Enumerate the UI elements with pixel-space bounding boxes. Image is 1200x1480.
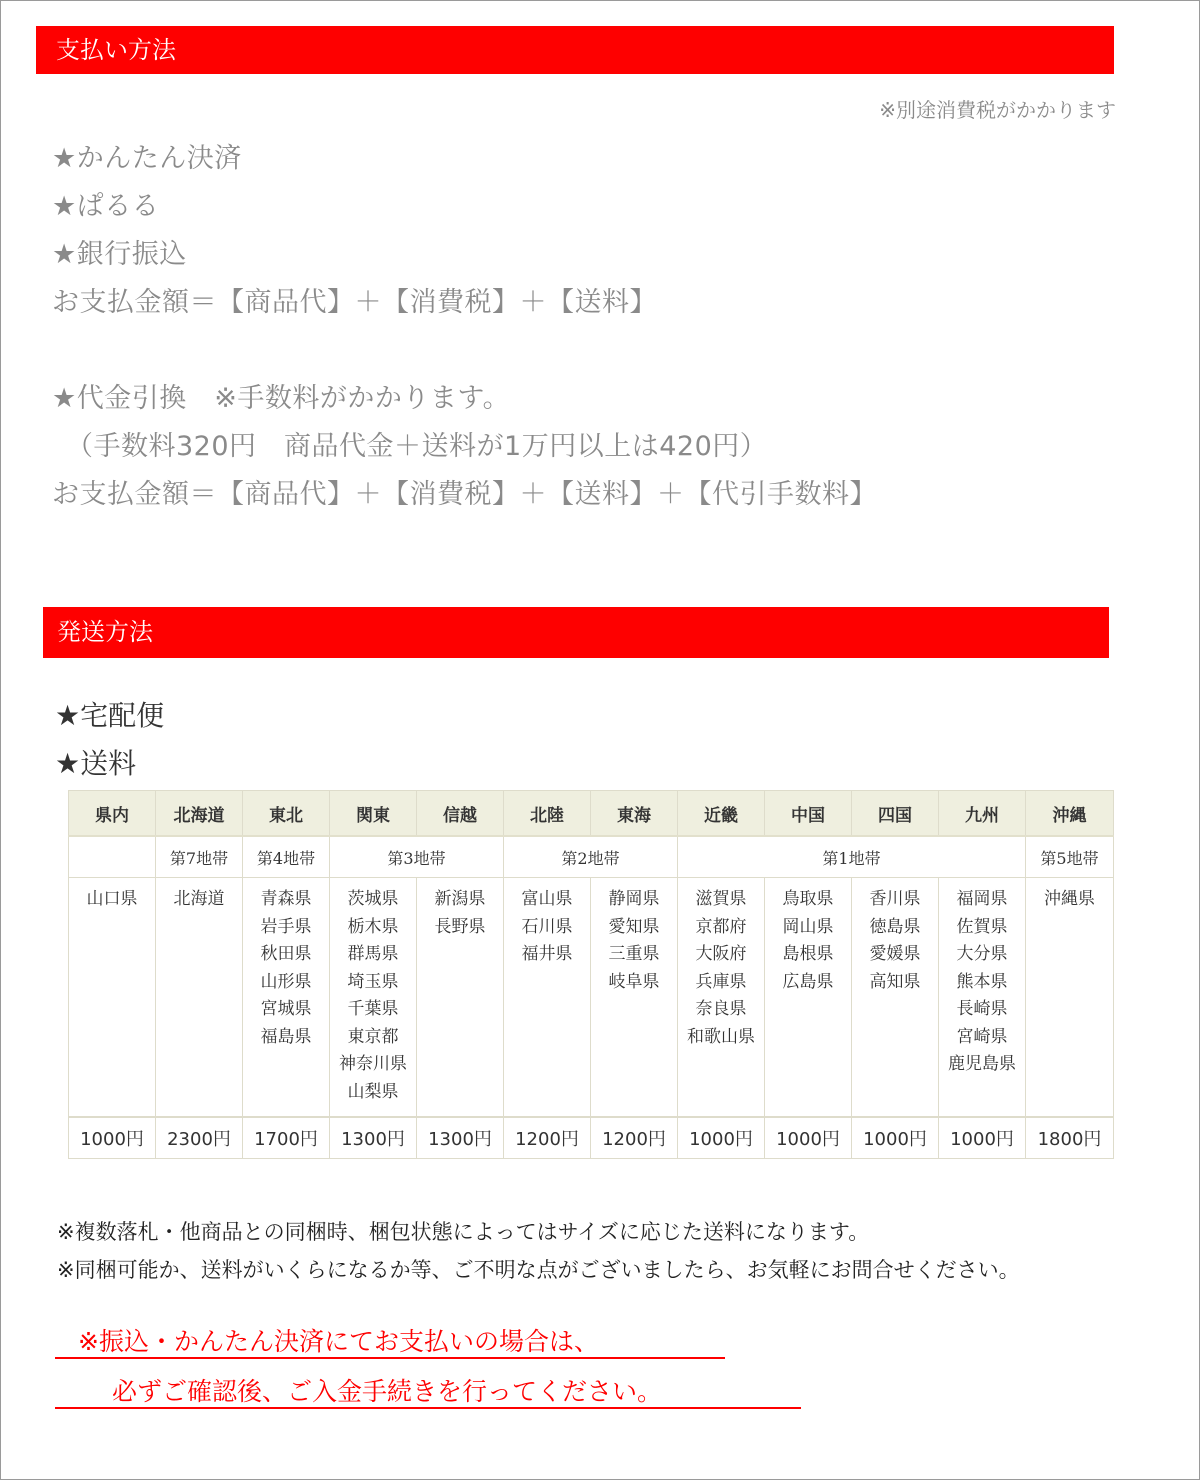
prefecture-name: 富山県 bbox=[521, 889, 573, 909]
region-header: 四国 bbox=[852, 791, 939, 837]
prefecture-name: 滋賀県 bbox=[695, 889, 747, 909]
prefecture-name: 徳島県 bbox=[869, 916, 921, 937]
prefecture-name: 福島県 bbox=[260, 1026, 312, 1047]
prefecture-name: 岩手県 bbox=[260, 916, 312, 937]
price-cell: 1000円 bbox=[765, 1117, 852, 1159]
zone-cell: 第4地帯 bbox=[243, 836, 330, 878]
prefecture-cell bbox=[591, 878, 678, 1118]
shipping-method-takuhaibin: ★宅配便 bbox=[55, 699, 165, 732]
prefecture-name: 大阪府 bbox=[695, 944, 747, 964]
prefecture-name: 愛媛県 bbox=[869, 944, 921, 964]
prefecture-name: 愛知県 bbox=[608, 916, 660, 937]
price-cell: 1800円 bbox=[1026, 1117, 1114, 1159]
inquiry-note: ※同梱可能か、送料がいくらになるか等、ご不明な点がございましたら、お気軽にお問合せください。 bbox=[57, 1258, 1020, 1282]
prefecture-name: 鳥取県 bbox=[782, 889, 834, 909]
prefecture-name: 宮崎県 bbox=[956, 1026, 1008, 1047]
prefecture-name: 広島県 bbox=[782, 971, 834, 992]
zone-cell: 第3地帯 bbox=[330, 836, 504, 878]
prefecture-name: 埼玉県 bbox=[347, 971, 399, 992]
payment-total-formula: お支払金額＝【商品代】＋【消費税】＋【送料】 bbox=[52, 287, 657, 318]
prefecture-name: 島根県 bbox=[782, 944, 834, 964]
prefecture-name: 栃木県 bbox=[347, 916, 399, 937]
price-cell: 2300円 bbox=[156, 1117, 243, 1159]
cod-fee-note: （手数料320円 商品代金＋送料が1万円以上は420円） bbox=[66, 431, 768, 462]
zone-row bbox=[69, 836, 1114, 878]
prefecture-name: 東京都 bbox=[347, 1026, 399, 1047]
prefecture-name: 静岡県 bbox=[608, 889, 660, 909]
prefecture-name: 高知県 bbox=[869, 971, 921, 992]
shipping-section-banner: 発送方法 bbox=[43, 607, 1109, 658]
prefecture-name: 山形県 bbox=[260, 971, 312, 992]
prefecture-row bbox=[69, 878, 1114, 1118]
payment-section-banner: 支払い方法 bbox=[36, 26, 1114, 74]
prefecture-name: 鹿児島県 bbox=[948, 1054, 1016, 1074]
prefecture-cell bbox=[852, 878, 939, 1118]
prefecture-name: 茨城県 bbox=[347, 889, 399, 909]
prefecture-name: 宮城県 bbox=[260, 999, 312, 1019]
payment-warning-line-2: 必ずご確認後、ご入金手続きを行ってください。 bbox=[112, 1377, 663, 1406]
zone-cell: 第1地帯 bbox=[678, 836, 1026, 878]
price-cell: 1000円 bbox=[69, 1117, 156, 1159]
prefecture-name: 和歌山県 bbox=[687, 1026, 755, 1047]
region-header: 北海道 bbox=[156, 791, 243, 837]
warning-underline-1 bbox=[55, 1357, 725, 1359]
prefecture-name: 佐賀県 bbox=[956, 916, 1008, 937]
prefecture-name: 兵庫県 bbox=[695, 971, 747, 992]
shipping-fee-label: ★送料 bbox=[55, 747, 137, 780]
cod-total-formula: お支払金額＝【商品代】＋【消費税】＋【送料】＋【代引手数料】 bbox=[52, 479, 877, 510]
prefecture-name: 三重県 bbox=[608, 944, 660, 964]
prefecture-name: 奈良県 bbox=[695, 999, 747, 1019]
price-row bbox=[69, 1117, 1114, 1159]
payment-method-cod: ★代金引換 ※手数料がかかります。 bbox=[52, 383, 511, 414]
region-header: 中国 bbox=[765, 791, 852, 837]
prefecture-cell bbox=[417, 878, 504, 1118]
region-header: 東海 bbox=[591, 791, 678, 837]
prefecture-cell bbox=[678, 878, 765, 1118]
price-cell: 1300円 bbox=[417, 1117, 504, 1159]
region-header: 沖縄 bbox=[1026, 791, 1114, 837]
zone-cell: 第7地帯 bbox=[156, 836, 243, 878]
prefecture-name: 岐阜県 bbox=[608, 971, 660, 992]
price-cell: 1000円 bbox=[678, 1117, 765, 1159]
tax-note: ※別途消費税がかかります bbox=[879, 98, 1116, 122]
prefecture-name: 岡山県 bbox=[782, 916, 834, 937]
prefecture-cell bbox=[939, 878, 1026, 1118]
region-header: 関東 bbox=[330, 791, 417, 837]
payment-method-kantan: ★かんたん決済 bbox=[52, 143, 242, 174]
zone-cell bbox=[69, 836, 156, 878]
region-header: 県内 bbox=[69, 791, 156, 837]
prefecture-cell bbox=[156, 878, 243, 1118]
prefecture-name: 石川県 bbox=[521, 916, 573, 937]
price-cell: 1300円 bbox=[330, 1117, 417, 1159]
prefecture-cell bbox=[243, 878, 330, 1118]
prefecture-name: 山口県 bbox=[86, 889, 138, 909]
region-header: 北陸 bbox=[504, 791, 591, 837]
prefecture-cell bbox=[765, 878, 852, 1118]
prefecture-name: 千葉県 bbox=[347, 999, 399, 1019]
prefecture-cell bbox=[330, 878, 417, 1118]
region-header: 近畿 bbox=[678, 791, 765, 837]
prefecture-name: 長野県 bbox=[434, 916, 486, 937]
prefecture-name: 秋田県 bbox=[260, 944, 312, 964]
price-cell: 1000円 bbox=[939, 1117, 1026, 1159]
prefecture-name: 山梨県 bbox=[347, 1081, 399, 1102]
prefecture-cell bbox=[69, 878, 156, 1118]
prefecture-name: 福井県 bbox=[521, 944, 573, 964]
bundle-shipping-note: ※複数落札・他商品との同梱時、梱包状態によってはサイズに応じた送料になります。 bbox=[57, 1220, 870, 1244]
prefecture-name: 青森県 bbox=[260, 889, 312, 909]
prefecture-name: 神奈川県 bbox=[339, 1054, 407, 1074]
warning-underline-2 bbox=[55, 1407, 801, 1409]
zone-cell: 第2地帯 bbox=[504, 836, 678, 878]
payment-warning-line-1: ※振込・かんたん決済にてお支払いの場合は、 bbox=[78, 1327, 599, 1356]
prefecture-cell bbox=[1026, 878, 1114, 1118]
prefecture-cell bbox=[504, 878, 591, 1118]
payment-method-bank: ★銀行振込 bbox=[52, 239, 187, 270]
price-cell: 1200円 bbox=[504, 1117, 591, 1159]
price-cell: 1700円 bbox=[243, 1117, 330, 1159]
zone-cell: 第5地帯 bbox=[1026, 836, 1114, 878]
price-cell: 1000円 bbox=[852, 1117, 939, 1159]
prefecture-name: 香川県 bbox=[869, 889, 921, 909]
region-header: 九州 bbox=[939, 791, 1026, 837]
region-header-row bbox=[69, 791, 1114, 837]
payment-method-paruru: ★ぱるる bbox=[52, 191, 160, 222]
prefecture-name: 長崎県 bbox=[956, 999, 1008, 1019]
price-cell: 1200円 bbox=[591, 1117, 678, 1159]
shipping-fee-table bbox=[68, 790, 1114, 1159]
region-header: 信越 bbox=[417, 791, 504, 837]
prefecture-name: 福岡県 bbox=[956, 889, 1008, 909]
region-header: 東北 bbox=[243, 791, 330, 837]
prefecture-name: 北海道 bbox=[173, 889, 225, 909]
prefecture-name: 新潟県 bbox=[434, 889, 486, 909]
prefecture-name: 群馬県 bbox=[347, 944, 399, 964]
prefecture-name: 熊本県 bbox=[956, 971, 1008, 992]
prefecture-name: 大分県 bbox=[956, 944, 1008, 964]
prefecture-name: 京都府 bbox=[695, 916, 747, 937]
prefecture-name: 沖縄県 bbox=[1044, 889, 1095, 909]
